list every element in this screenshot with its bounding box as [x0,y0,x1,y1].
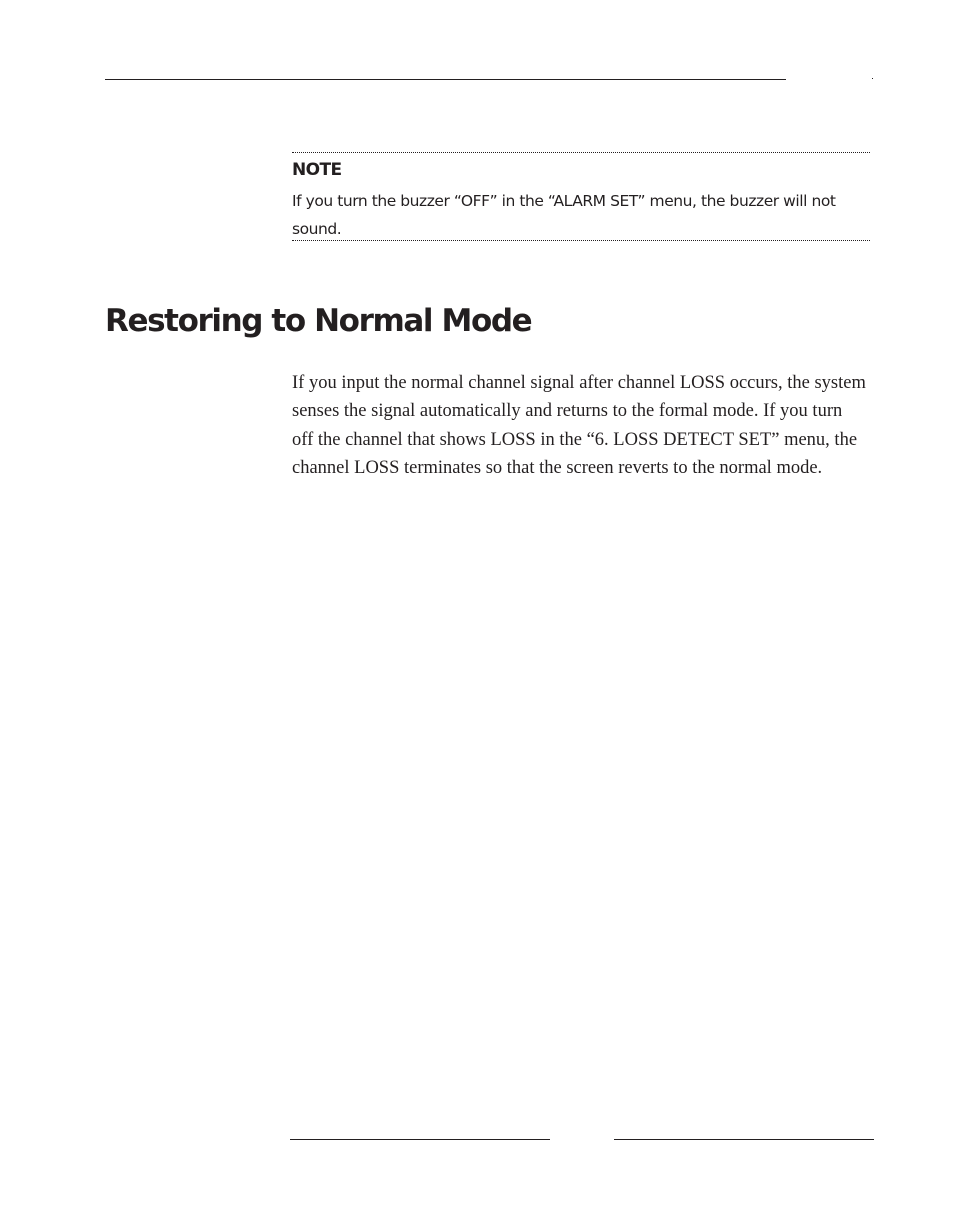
note-box [292,152,870,241]
footer-rule-right [614,1139,874,1140]
section-heading: Restoring to Normal Mode [105,303,532,339]
header-rule [105,79,786,80]
footer-rule-left [290,1139,550,1140]
section-body: If you input the normal channel signal after channel LOSS occurs, the system senses the signal automatically and returns to the formal mode. If you turn off the channel that shows LOSS in the “6. LOSS DETECT SET” menu, the channel LOSS terminates so that the screen reverts to the normal mode. [292,373,866,478]
header-mark [872,78,873,79]
note-title: NOTE [292,160,342,180]
note-text: If you turn the buzzer “OFF” in the “ALARM SET” menu, the buzzer will not sound. [292,192,836,238]
